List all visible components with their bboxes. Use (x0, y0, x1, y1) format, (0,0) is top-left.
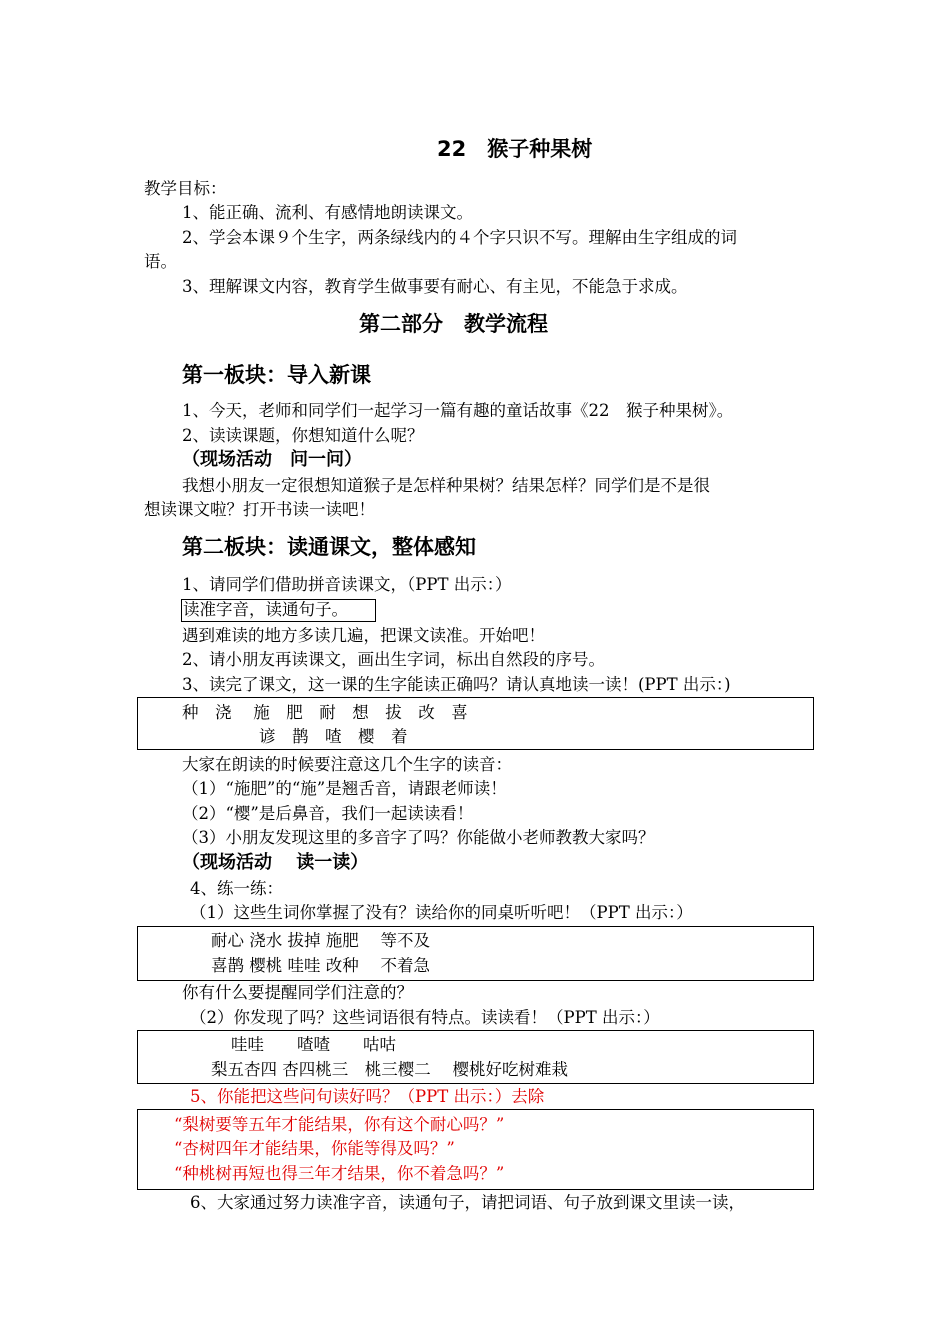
goals-heading: 教学目标： (144, 179, 227, 198)
goal-item-3: 3、理解课文内容，教育学生做事要有耐心、有主见，不能急于求成。 (182, 277, 688, 296)
words-row-2: 喜鹊 樱桃 哇哇 改种 不着急 (211, 956, 430, 975)
question-3: “种桃树再短也得三年才结果，你不着急吗？” (174, 1164, 505, 1183)
block2-p1: 1、请同学们借助拼音读课文，（PPT 出示：） (182, 575, 512, 594)
pattern-row-1: 哇哇 喳喳 咕咕 (231, 1035, 396, 1054)
words-row-1: 耐心 浇水 拔掉 施肥 等不及 (211, 931, 430, 950)
block2-activity: （现场活动 读一读） (182, 852, 369, 873)
practice-5: 5、你能把这些问句读好吗？（PPT 出示：）去除 (190, 1087, 545, 1106)
note-2: （2）“樱”是后鼻音，我们一起读读看！ (182, 804, 474, 823)
pattern-row-2: 梨五杏四 杏四桃三 桃三樱二 樱桃好吃树难栽 (211, 1060, 568, 1079)
block1-activity: （现场活动 问一问） (182, 449, 362, 470)
practice-2: （2）你发现了吗？这些词语很有特点。读读看！（PPT 出示：） (190, 1008, 660, 1027)
chars-row-1: 种 浇 施 肥 耐 想 拔 改 喜 (182, 703, 468, 722)
block2-heading: 第二板块：读通课文，整体感知 (182, 535, 476, 559)
note-1: （1）“施肥”的“施”是翘舌音，请跟老师读！ (182, 779, 507, 798)
practice-6: 6、大家通过努力读准字音，读通句子，请把词语、句子放到课文里读一读， (190, 1193, 745, 1212)
ppt-box-1-text: 读准字音，读通句子。 (183, 600, 348, 619)
block2-p2: 2、请小朋友再读课文，画出生字词，标出自然段的序号。 (182, 650, 605, 669)
block1-p3: 我想小朋友一定很想知道猴子是怎样种果树？结果怎样？同学们是不是很 (182, 476, 710, 495)
block1-p3-cont: 想读课文啦？打开书读一读吧！ (144, 500, 375, 519)
note-intro: 大家在朗读的时候要注意这几个生字的读音： (182, 755, 512, 774)
block2-p3: 3、读完了课文，这一课的生字能读正确吗？请认真地读一读！(PPT 出示：) (182, 675, 731, 694)
page-title: 22 猴子种果树 (437, 137, 593, 161)
part-title: 第二部分 教学流程 (359, 312, 548, 336)
block2-p1-after: 遇到难读的地方多读几遍，把课文读准。开始吧！ (182, 626, 545, 645)
question-1: “梨树要等五年才能结果，你有这个耐心吗？” (174, 1115, 505, 1134)
question-2: “杏树四年才能结果，你能等得及吗？” (174, 1139, 455, 1158)
block1-heading: 第一板块：导入新课 (182, 363, 371, 387)
goal-item-1: 1、能正确、流利、有感情地朗读课文。 (182, 203, 473, 222)
chars-row-2: 谚 鹊 喳 樱 着 (259, 727, 408, 746)
remind-text: 你有什么要提醒同学们注意的？ (182, 983, 413, 1002)
block1-p1: 1、今天，老师和同学们一起学习一篇有趣的童话故事《22 猴子种果树》。 (182, 401, 734, 420)
goal-item-2: 2、学会本课９个生字，两条绿线内的４个字只识不写。理解由生字组成的词 (182, 228, 737, 247)
note-3: （3）小朋友发现这里的多音字了吗？你能做小老师教教大家吗？ (182, 828, 655, 847)
block1-p2: 2、读读课题，你想知道什么呢？ (182, 426, 424, 445)
practice-heading: 4、练一练： (190, 879, 283, 898)
practice-1: （1）这些生词你掌握了没有？读给你的同桌听听吧！（PPT 出示：） (190, 903, 693, 922)
goal-item-2-cont: 语。 (144, 252, 177, 271)
